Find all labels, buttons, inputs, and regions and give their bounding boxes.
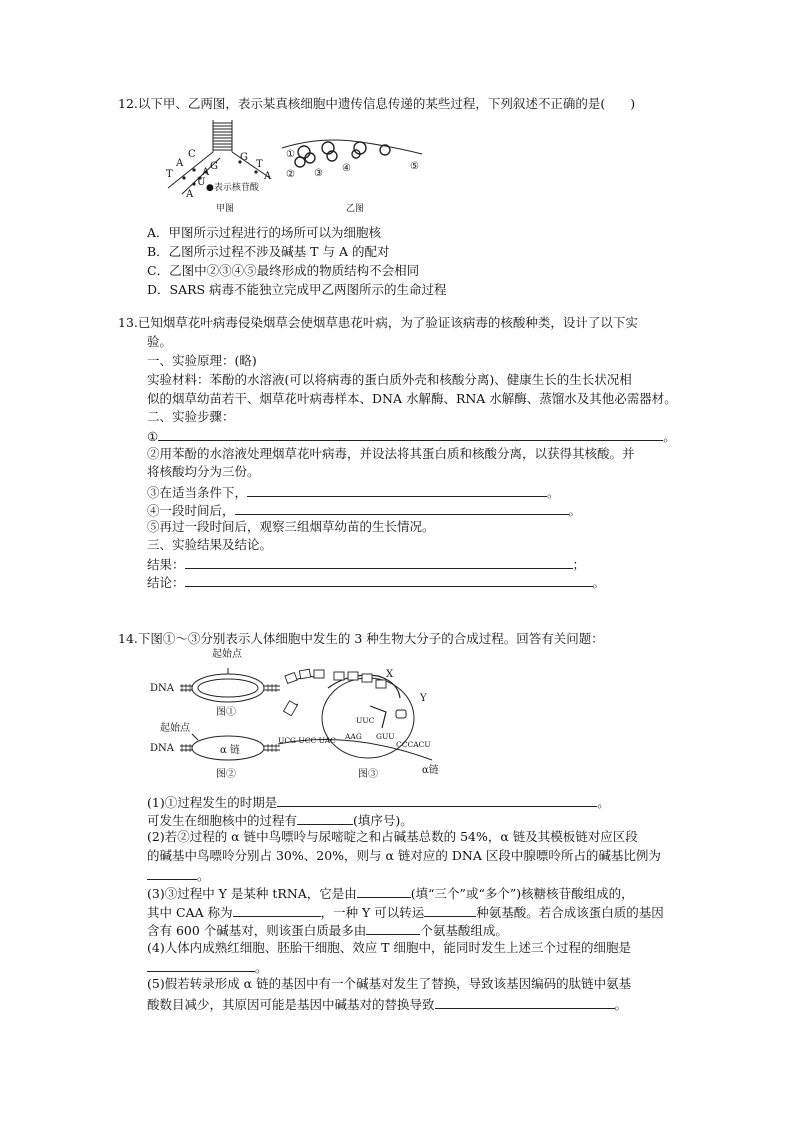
q14-part-4-answer: 。 [147, 957, 268, 977]
figure-caption: 甲图 [216, 204, 235, 214]
q13-stem: 13.已知烟草花叶病毒侵染烟草会使烟草患花叶病，为了验证该病毒的核酸种类，设计了以下实 [118, 315, 638, 330]
fig1-caption: 图① [216, 707, 236, 718]
q13-materials: 实验材料：苯酚的水溶液(可以将病毒的蛋白质外壳和核酸分离)、健康生长的生长状况相 [147, 372, 632, 387]
base-label: G [240, 152, 248, 163]
q13-step-5: ⑤再过一段时间后，观察三组烟草幼苗的生长情况。 [147, 519, 435, 534]
start-point-label: 起始点 [160, 723, 190, 734]
answer-blank[interactable] [147, 865, 197, 880]
q14-part-1: (1)①过程发生的时期是 。 [147, 792, 610, 812]
q14-part-3-cont2: 含有 600 个碱基对，则该蛋白质最多由 个氨基酸组成。 [147, 920, 508, 940]
q14-part-4: (4)人体内成熟红细胞、胚胎干细胞、效应 T 细胞中，能同时发生上述三个过程的细胞是 [147, 940, 631, 955]
q13-step-4: ④一段时间后， 。 [147, 500, 581, 520]
start-point-label: 起始点 [212, 649, 242, 660]
q13-step-1: ① 。 [147, 426, 676, 446]
q14-part-2-answer: 。 [147, 865, 210, 885]
q13-materials-cont: 似的烟草幼苗若干、烟草花叶病毒样本、DNA 水解酶、RNA 水解酶、蒸馏水及其他必需器材。 [147, 391, 677, 406]
q14-part-1-cont: 可发生在细胞核中的过程有 (填序号)。 [147, 810, 413, 830]
yi-label: ② [286, 169, 295, 180]
q13-section-3: 三、实验结果及结论。 [147, 537, 273, 552]
q14-stem: 14.下图①～③分别表示人体细胞中发生的 3 种生物大分子的合成过程。回答有关问题： [118, 631, 604, 646]
anticodon-label: UUC [356, 716, 375, 725]
answer-blank[interactable] [424, 902, 476, 917]
q14-part-3-cont: 其中 CAA 称为 ，一种 Y 可以转运 种氨基酸。若合成该蛋白质的基因 [147, 902, 664, 922]
yi-label: ① [286, 149, 295, 160]
q13-step-2-cont: 将核酸均分为三份。 [147, 464, 260, 479]
base-label: T [166, 169, 173, 180]
base-label: A [186, 189, 194, 200]
y-label: Y [420, 693, 427, 704]
yi-label: ③ [314, 168, 323, 179]
answer-blank[interactable] [147, 957, 255, 972]
q13-conclusion: 结论： 。 [147, 572, 605, 592]
q12-option-d: D．SARS 病毒不能独立完成甲乙两图所示的生命过程 [147, 282, 447, 297]
q12-option-c: C．乙图中②③④⑤最终形成的物质结构不会相同 [147, 263, 420, 278]
answer-blank[interactable] [185, 572, 593, 587]
q14-part-2-cont: 的碱基中鸟嘌呤分别占 30%、20%，则与 α 链对应的 DNA 区段中腺嘌呤所占的碱基比例为 [147, 848, 661, 863]
q13-result: 结果： ； [147, 554, 585, 574]
dna-label: DNA [150, 743, 174, 754]
yi-label: ④ [342, 163, 351, 174]
base-label: T [256, 159, 263, 170]
q13-step-3: ③在适当条件下， 。 [147, 482, 560, 502]
q14-part-3: (3)③过程中 Y 是某种 tRNA，它是由 (填“三个”或“多个”)核糖核苷酸组成的， [147, 883, 634, 903]
base-label: G [210, 161, 218, 172]
codon-label: GUU [376, 732, 395, 741]
figure-caption: 乙图 [346, 204, 365, 214]
base-label: A [176, 158, 184, 169]
dna-label: DNA [150, 683, 174, 694]
q12-stem: 12.以下甲、乙两图，表示某真核细胞中遗传信息传递的某些过程，下列叙述不正确的是( ) [118, 96, 636, 111]
figure-jia [160, 118, 270, 221]
codon-label: CCCACU [396, 740, 431, 749]
alpha-chain-label: α链 [422, 765, 439, 776]
answer-blank[interactable] [277, 792, 597, 807]
base-label: A [264, 171, 272, 182]
codon-label: AAG [345, 732, 362, 741]
base-label: U [197, 177, 206, 188]
q13-section-1: 一、实验原理：(略) [147, 353, 257, 368]
base-label: C [188, 149, 196, 160]
answer-blank[interactable] [435, 994, 615, 1009]
answer-blank[interactable] [357, 883, 411, 898]
alpha-chain-label: α 链 [220, 745, 240, 756]
q14-part-5-cont: 酸数目减少，其原因可能是基因中碱基对的替换导致 。 [147, 994, 627, 1014]
nucleotide-legend: ●表示核苷酸 [206, 183, 259, 193]
x-label: X [386, 669, 394, 680]
answer-blank[interactable] [235, 500, 569, 515]
q14-part-2: (2)若②过程的 α 链中鸟嘌呤与尿嘧啶之和占碱基总数的 54%，α 链及其模板链对应区段 [147, 829, 638, 844]
figure-yi [280, 134, 425, 221]
q13-stem-cont: 验。 [147, 334, 173, 349]
q14-part-5: (5)假若转录形成 α 链的基因中有一个碱基对发生了替换，导致该基因编码的肽链中氨基 [147, 976, 632, 991]
codon-label: UCG UCC UAC [278, 736, 336, 745]
answer-blank[interactable] [247, 482, 547, 497]
answer-blank[interactable] [297, 810, 353, 825]
q12-option-a: A．甲图所示过程进行的场所可以为细胞核 [147, 225, 382, 240]
figure-q14 [150, 648, 450, 793]
yi-label: ⑤ [410, 161, 419, 172]
q12-option-b: B．乙图所示过程不涉及碱基 T 与 A 的配对 [147, 244, 390, 259]
answer-blank[interactable] [366, 920, 420, 935]
answer-blank[interactable] [233, 902, 321, 917]
answer-blank[interactable] [185, 554, 573, 569]
base-label: A [202, 167, 210, 178]
answer-blank[interactable] [158, 426, 663, 441]
q13-section-2: 二、实验步骤： [147, 409, 235, 424]
fig3-caption: 图③ [358, 769, 378, 780]
fig2-caption: 图② [216, 769, 236, 780]
q13-step-2: ②用苯酚的水溶液处理烟草花叶病毒，并设法将其蛋白质和核酸分离，以获得其核酸。并 [147, 446, 635, 461]
